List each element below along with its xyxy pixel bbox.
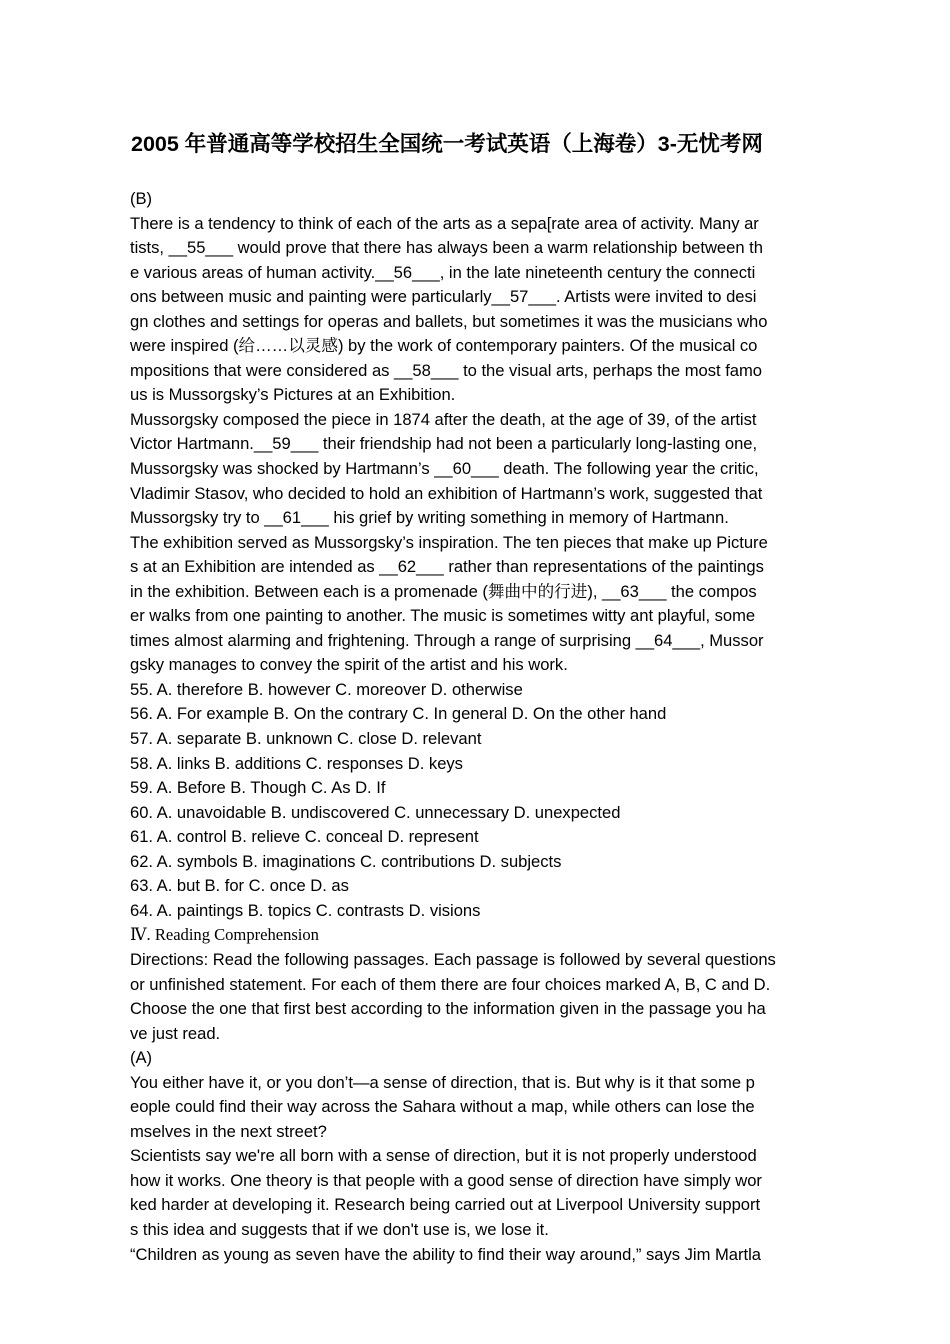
passage-b-line: Victor Hartmann.__59___ their friendship had not been a particularly long-lasting one, <box>130 434 758 454</box>
passage-a-line: eople could find their way across the Sahara without a map, while others can lose the <box>130 1097 755 1117</box>
passage-b-line: e various areas of human activity.__56___, in the late nineteenth century the connecti <box>130 262 756 282</box>
question-item-60: 60. A. unavoidable B. undiscovered C. unnecessary D. unexpected <box>130 802 621 822</box>
passage-b-line: tists, __55___ would prove that there has always been a warm relationship between th <box>130 238 763 258</box>
passage-b-line: The exhibition served as Mussorgsky’s inspiration. The ten pieces that make up Picture <box>130 532 768 552</box>
passage-b-line: mpositions that were considered as __58___ to the visual arts, perhaps the most famo <box>130 360 763 380</box>
directions-line: ve just read. <box>130 1023 221 1043</box>
passage-b-line: times almost alarming and frightening. Through a range of surprising __64___, Mussor <box>130 630 764 650</box>
question-item-61: 61. A. control B. relieve C. conceal D. represent <box>130 827 479 847</box>
question-item-58: 58. A. links B. additions C. responses D. keys <box>130 753 463 773</box>
passage-b-line: There is a tendency to think of each of the arts as a sepa[rate area of activity. Many ar <box>130 213 759 233</box>
passage-b-line: Mussorgsky was shocked by Hartmann’s __60___ death. The following year the critic, <box>130 459 759 479</box>
passage-b-line: us is Mussorgsky’s Pictures at an Exhibition. <box>130 385 456 405</box>
passage-b-line: in the exhibition. Between each is a promenade (舞曲中的行进), __63___ the compos <box>130 581 757 601</box>
passage-b-line: ons between music and painting were particularly__57___. Artists were invited to desi <box>130 287 757 307</box>
passage-b-line: Mussorgsky try to __61___ his grief by writing something in memory of Hartmann. <box>130 508 729 528</box>
section-label-a: (A) <box>130 1048 153 1068</box>
passage-b-line: were inspired (给……以灵感) by the work of contemporary painters. Of the musical co <box>130 336 758 356</box>
question-item-55: 55. A. therefore B. however C. moreover D. otherwise <box>130 679 523 699</box>
passage-a-line: ked harder at developing it. Research being carried out at Liverpool University support <box>130 1195 761 1215</box>
passage-a-line: s this idea and suggests that if we don't use is, we lose it. <box>130 1219 549 1239</box>
section-heading-reading-comprehension: Ⅳ. Reading Comprehension <box>130 925 319 945</box>
question-item-56: 56. A. For example B. On the contrary C. In general D. On the other hand <box>130 704 667 724</box>
directions-line: Directions: Read the following passages. Each passage is followed by several questions <box>130 949 776 969</box>
passage-b-line: gsky manages to convey the spirit of the artist and his work. <box>130 655 568 675</box>
passage-a-line: Scientists say we're all born with a sense of direction, but it is not properly understood <box>130 1146 757 1166</box>
question-item-63: 63. A. but B. for C. once D. as <box>130 876 349 896</box>
passage-a-line: “Children as young as seven have the ability to find their way around,” says Jim Martla <box>130 1244 761 1264</box>
passage-a-line: how it works. One theory is that people with a good sense of direction have simply wor <box>130 1170 762 1190</box>
section-label-b: (B) <box>130 189 153 208</box>
document-body <box>130 187 830 1267</box>
passage-b-line: s at an Exhibition are intended as __62___ rather than representations of the paintings <box>130 557 764 577</box>
passage-b-line: Vladimir Stasov, who decided to hold an exhibition of Hartmann’s work, suggested that <box>130 483 763 503</box>
passage-b-line: gn clothes and settings for operas and ballets, but sometimes it was the musicians who <box>130 311 768 331</box>
passage-a-line: You either have it, or you don’t—a sense of direction, that is. But why is it that some p <box>130 1072 755 1092</box>
passage-b-line: Mussorgsky composed the piece in 1874 after the death, at the age of 39, of the artist <box>130 409 757 429</box>
question-item-57: 57. A. separate B. unknown C. close D. relevant <box>130 729 482 749</box>
page-title: 2005 年普通高等学校招生全国统一考试英语（上海卷）3-无忧考网 <box>131 132 763 156</box>
question-item-59: 59. A. Before B. Though C. As D. If <box>130 778 386 798</box>
directions-line: Choose the one that first best according to the information given in the passage you ha <box>130 999 766 1019</box>
passage-b-line: er walks from one painting to another. The music is sometimes witty ant playful, some <box>130 606 756 626</box>
question-item-64: 64. A. paintings B. topics C. contrasts D. visions <box>130 900 481 920</box>
directions-line: or unfinished statement. For each of them there are four choices marked A, B, C and D. <box>130 974 771 994</box>
question-item-62: 62. A. symbols B. imaginations C. contributions D. subjects <box>130 851 562 871</box>
passage-a-line: mselves in the next street? <box>130 1121 327 1141</box>
